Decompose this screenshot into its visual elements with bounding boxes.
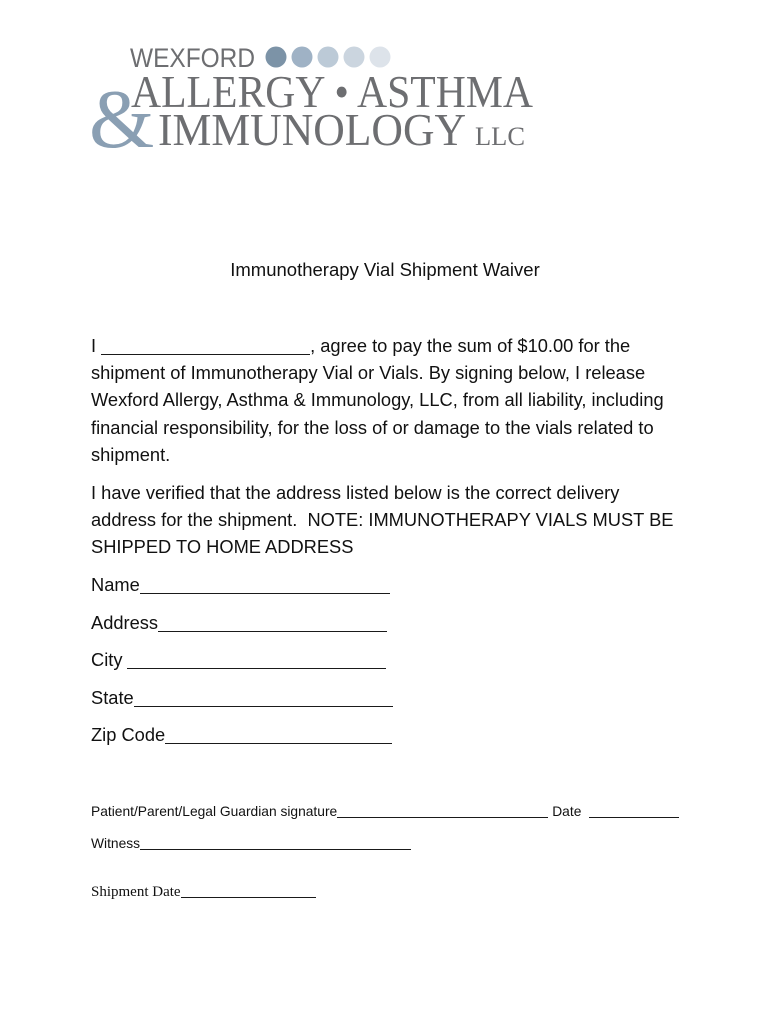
verification-line: address for the shipment. NOTE: IMMUNOTHERAPY VIALS MUST BE [91, 509, 674, 531]
zip-code-label: Zip Code [91, 724, 166, 745]
state-label: State [91, 686, 134, 708]
signature-input[interactable] [337, 805, 548, 818]
name-field [91, 566, 393, 604]
verification-line: SHIPPED TO HOME ADDRESS [91, 536, 354, 558]
agreement-lead: I [91, 335, 97, 356]
address-form [91, 566, 393, 754]
agreement-text: , agree to pay the sum of $10.00 for the [310, 335, 631, 356]
logo-dot [266, 47, 287, 68]
address-label: Address [91, 611, 159, 633]
shipment-date-line [91, 882, 316, 902]
witness-line [91, 834, 411, 854]
patient-name-blank[interactable] [101, 338, 310, 355]
document-title: Immunotherapy Vial Shipment Waiver [230, 259, 540, 280]
agreement-line: Wexford Allergy, Asthma & Immunology, LLC, from all liability, including [91, 389, 664, 411]
witness-label: Witness [91, 836, 141, 851]
city-field [91, 641, 393, 679]
logo-immunology-text: IMMUNOLOGY [158, 104, 466, 155]
name-input[interactable] [140, 577, 390, 594]
shipment-date-label: Shipment Date [91, 884, 181, 900]
agreement-paragraph [91, 332, 664, 468]
agreement-line [91, 332, 664, 359]
shipment-date-input[interactable] [181, 884, 316, 899]
logo-wexford-text: WEXFORD [130, 43, 255, 73]
address-input[interactable] [158, 614, 387, 631]
logo-llc-text: LLC [475, 122, 525, 151]
state-field [91, 679, 393, 717]
witness-input[interactable] [140, 837, 411, 850]
agreement-line: shipment. [91, 443, 171, 465]
company-logo [0, 0, 770, 160]
agreement-line: shipment of Immunotherapy Vial or Vials. By signing below, I release [91, 362, 646, 384]
logo-dot [370, 47, 391, 68]
verification-line: I have verified that the address listed below is the correct delivery [91, 482, 620, 503]
agreement-line: financial responsibility, for the loss of or damage to the vials related to [91, 416, 654, 438]
signature-line [91, 802, 679, 822]
address-field [91, 604, 393, 642]
address-verification-paragraph [91, 479, 673, 561]
name-label: Name [91, 574, 140, 595]
logo-dot [344, 47, 365, 68]
date-input[interactable] [589, 805, 679, 818]
date-label: Date [552, 804, 582, 819]
signature-label: Patient/Parent/Legal Guardian signature [91, 804, 338, 819]
state-input[interactable] [134, 689, 393, 706]
city-input[interactable] [127, 652, 386, 669]
zip-code-field [91, 716, 393, 754]
logo-ampersand: & [89, 73, 155, 160]
zip-code-input[interactable] [165, 727, 392, 744]
logo-dot [318, 47, 339, 68]
logo-dot [292, 47, 313, 68]
logo-allergy-asthma-text: ALLERGY • ASTHMA [131, 66, 533, 117]
city-label: City [91, 649, 123, 670]
